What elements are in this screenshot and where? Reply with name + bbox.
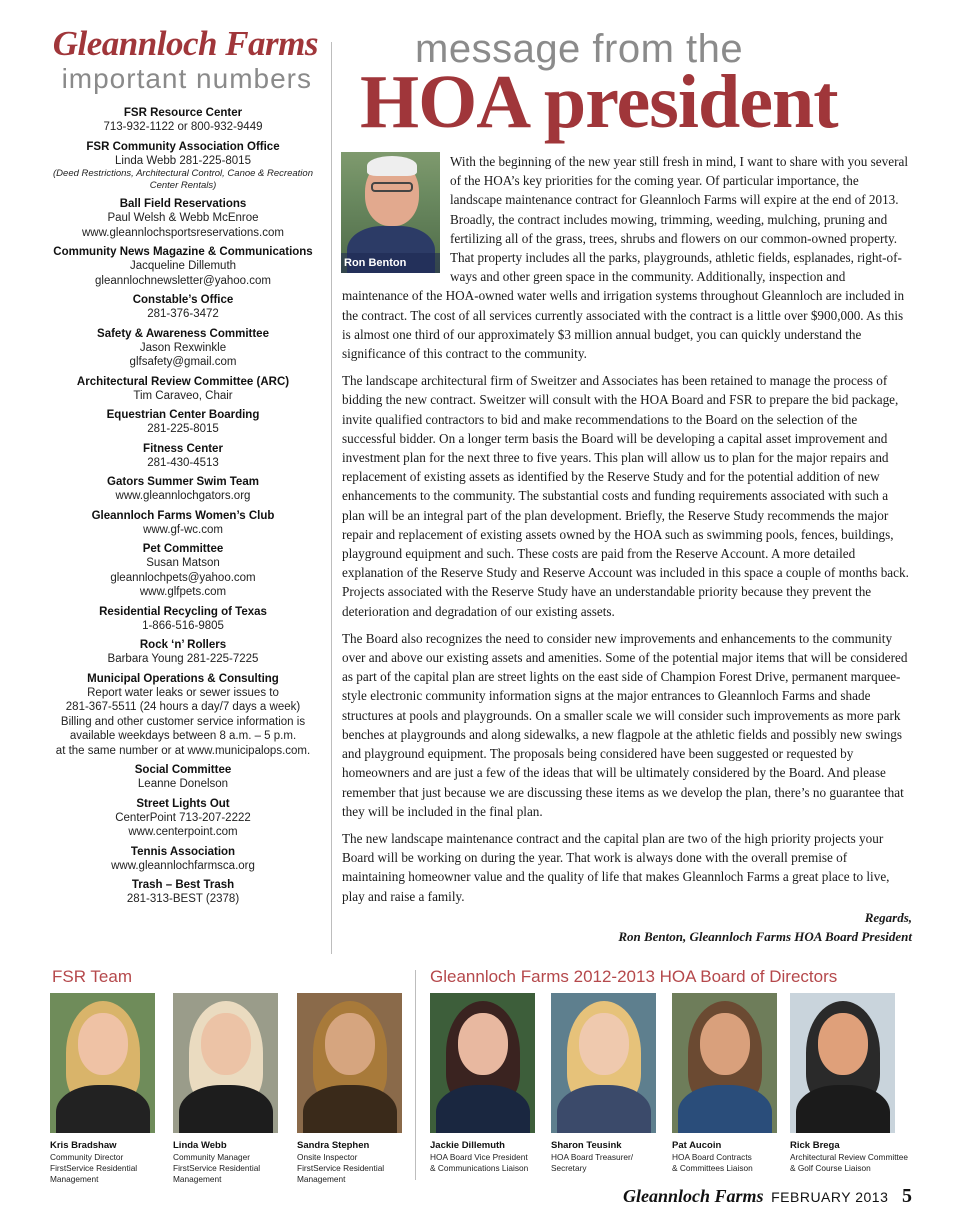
directory-entry-heading: FSR Community Association Office	[86, 140, 280, 153]
directory-entry	[40, 542, 326, 600]
person-name: Jackie Dillemuth	[430, 1140, 505, 1151]
person-card	[672, 993, 794, 1174]
article-paragraph-3: The Board also recognizes the need to consider new improvements and enhancements to the community over and above our existing assets and amenities. Some of the potential major items that will be considered as part of the capital plan are street lights on the east side of Champion Forest Drive, permanent marquee-style electronic community information signs at the major entrances to Gleannloch Farms and shade structures at pools and playgrounds. On a smaller scale we will consider such improvements as more park benches at playgrounds and along sidewalks, a new flagpole at the athletic fields and possibly new swings and playground equipment. The proposals being considered have been suggested or requested by homeowners and are just a few of the ideas that will be ultimately considered by the Board. And please remember that just because we are discussing these items as we develop the plan, there’s no guarantee that they will be included in the final plan.	[342, 630, 908, 819]
directory-entry	[40, 845, 326, 874]
directory-entry-line: Paul Welsh & Webb McEnroe	[107, 212, 259, 224]
directory-entry	[40, 140, 326, 193]
ron-benton-photo	[341, 152, 440, 273]
footer-issue: FEBRUARY 2013	[771, 1189, 889, 1205]
person-name: Sharon Teusink	[551, 1140, 622, 1151]
directory-entry-heading: Tennis Association	[130, 845, 236, 858]
person-name: Rick Brega	[790, 1140, 840, 1151]
person-name: Linda Webb	[173, 1140, 227, 1151]
article-paragraph-4: The new landscape maintenance contract and the capital plan are two of the high priority projects your Board will be working on during the year. That work is always done with the overall premise of maintaining homeowner value and the quality of life that makes Gleannloch Farms a great place to live, play and raise a family.	[342, 830, 890, 904]
article-paragraph-1: With the beginning of the new year still fresh in mind, I want to share with you several of the HOA’s key priorities for the coming year. Of particular importance, the landscape maintenance contract for Gleannloch Farms will expire at the end of 2013. Broadly, the contract includes mowing, trimming, weeding, mulching, pruning and fertilizing all of the grass, trees, shrubs and flowers on our common-owned property. That property includes all the parks, playgrounds, athletic fields, esplanades, right-of-ways and other green space in the community. Additionally, inspection and maintenance of the HOA-owned water wells and irrigation systems throughout Gleannloch are included in the contract. The cost of all services currently associated with the contract is a little over $900,000. As this is almost one third of our approximately $3 million annual budget, you can quickly understand the significance of this contract to the community.	[342, 154, 908, 362]
directory-entry-heading: Architectural Review Committee (ARC)	[76, 375, 290, 388]
person-card	[173, 993, 295, 1185]
directory-entry	[40, 375, 326, 404]
board-heading: Gleannloch Farms 2012-2013 HOA Board of Directors	[430, 967, 838, 986]
directory-entry	[40, 442, 326, 471]
directory-entry-heading: Pet Committee	[142, 543, 224, 555]
page-footer	[623, 1185, 912, 1208]
directory-entry-heading: Gators Summer Swim Team	[107, 476, 259, 488]
directory-entry-line: Leanne Donelson	[137, 778, 229, 790]
directory-entry-line: CenterPoint 713-207-2222	[115, 811, 251, 824]
page-title: HOA president	[360, 60, 838, 144]
person-name: Kris Bradshaw	[50, 1140, 117, 1151]
directory-entry-line: Barbara Young 281-225-7225	[107, 653, 259, 665]
directory-entry-line: Jacqueline Dillemuth	[129, 260, 237, 272]
person-photo	[672, 993, 777, 1133]
directory-entry	[40, 878, 326, 907]
directory-entry-heading: Gleannloch Farms Women’s Club	[91, 509, 275, 522]
directory-entry-line: gleannlochpets@yahoo.com	[110, 571, 256, 584]
person-role: Onsite Inspector	[297, 1152, 358, 1162]
person-card	[430, 993, 552, 1174]
directory-entry-line: 713-932-1122 or 800-932-9449	[103, 121, 263, 133]
directory-entry	[40, 408, 326, 437]
directory-entry	[40, 509, 326, 538]
directory-entry-heading: Residential Recycling of Texas	[99, 605, 267, 618]
directory-entry-line: www.gleannlochsportsreservations.com	[82, 226, 284, 239]
directory-list	[40, 106, 326, 907]
directory-entry-heading: FSR Resource Center	[123, 107, 243, 119]
person-role: Community Director	[50, 1152, 124, 1162]
person-photo	[50, 993, 155, 1133]
directory-entry	[40, 605, 326, 634]
directory-entry-line: gleannlochnewsletter@yahoo.com	[95, 274, 271, 287]
directory-entry	[40, 106, 326, 135]
directory-entry-line: Linda Webb 281-225-8015	[115, 154, 251, 167]
directory-entry-line: 281-367-5511 (24 hours a day/7 days a week)	[65, 701, 301, 713]
photo-caption: Ron Benton	[341, 253, 440, 273]
fsr-team-heading: FSR Team	[52, 967, 132, 986]
directory-entry-line: www.gleannlochfarmsca.org	[111, 859, 255, 872]
person-card	[790, 993, 912, 1174]
article-paragraph-2: The landscape architectural firm of Sweitzer and Associates has been retained to manage the process of bidding the new contract. Sweitzer will consult with the HOA Board and FSR to prepare the bid package, invite qualified contractors to bid and make recommendations to the Board on the selection of the successful bidder. On a longer term basis the Board will be developing a capital asset improvement and investment plan for the next three to five years. This plan will allow us to plan for the major repairs and replacement of existing assets as identified by the Reserve Study and for the potential addition of new enhancements to the community. The substantial costs and funding requirements associated with such a plan will be an integral part of the plan development. Briefly, the Reserve Study recommends the major repair and replacement of existing assets owned by the HOA such as swimming pools, fences, buildings, playground equipment and such. These costs are paid from the Reserve Account. A more detailed explanation of the Reserve Study and Reserve Account was included in this space a couple of months back. Projects associated with the Reserve Study have an understandable priority because they prevent the deterioration and degradation of our existing assets.	[342, 373, 909, 619]
directory-entry	[40, 672, 326, 759]
person-photo	[297, 993, 402, 1133]
directory-entry-line: Tim Caraveo, Chair	[133, 389, 233, 402]
person-role: HOA Board Vice President	[430, 1152, 528, 1162]
person-role: FirstService Residential Management	[50, 1163, 138, 1184]
directory-entry	[40, 763, 326, 792]
directory-entry-line: www.gf-wc.com	[143, 523, 223, 536]
column-divider	[331, 42, 332, 954]
directory-entry	[40, 797, 326, 840]
sidebar-subtitle: important numbers	[61, 63, 312, 94]
directory-entry-line: 1-866-516-9805	[142, 619, 224, 632]
person-role: FirstService Residential Management	[297, 1163, 385, 1184]
directory-entry-line: Susan Matson	[146, 557, 220, 569]
person-role: Secretary	[551, 1163, 587, 1173]
directory-entry-line: Jason Rexwinkle	[139, 341, 227, 354]
directory-entry-heading: Social Committee	[134, 764, 232, 776]
directory-entry	[40, 475, 326, 504]
person-name: Pat Aucoin	[672, 1140, 722, 1151]
directory-entry-line: 281-430-4513	[147, 456, 219, 469]
directory-entry	[40, 245, 326, 288]
directory-entry	[40, 327, 326, 370]
person-photo	[173, 993, 278, 1133]
person-role: HOA Board Treasurer/	[551, 1152, 634, 1162]
directory-entry-heading: Trash – Best Trash	[131, 879, 235, 891]
directory-entry-heading: Safety & Awareness Committee	[97, 327, 269, 340]
directory-entry-line: available weekdays between 8 a.m. – 5 p.m.	[69, 730, 297, 742]
directory-entry-line: Report water leaks or sewer issues to	[87, 686, 279, 699]
person-role: & Golf Course Liaison	[790, 1163, 871, 1173]
sidebar-brand-logo: Gleannloch Farms	[52, 24, 318, 63]
directory-entry-line: 281-376-3472	[147, 308, 219, 320]
directory-entry-line: 281-313-BEST (2378)	[126, 893, 240, 905]
directory-entry-heading: Rock ‘n’ Rollers	[139, 639, 227, 651]
person-card	[551, 993, 673, 1174]
page-kicker: message from the	[415, 27, 744, 71]
directory-entry	[40, 293, 326, 322]
directory-entry	[40, 197, 326, 240]
directory-entry-heading: Ball Field Reservations	[119, 198, 247, 210]
directory-entry-heading: Community News Magazine & Communications	[53, 246, 313, 258]
footer-brand: Gleannloch Farms	[622, 1186, 764, 1206]
person-role: HOA Board Contracts	[672, 1152, 752, 1162]
directory-entry-line: www.glfpets.com	[139, 586, 227, 598]
directory-entry-line: www.gleannlochgators.org	[115, 490, 251, 502]
directory-entry-line: www.centerpoint.com	[128, 826, 238, 838]
person-name: Sandra Stephen	[297, 1140, 370, 1151]
person-card	[50, 993, 172, 1185]
directory-entry-note: (Deed Restrictions, Architectural Control, Canoe & Recreation Center Rentals)	[53, 168, 313, 191]
signoff-regards: Regards,	[864, 910, 912, 925]
directory-entry-heading: Equestrian Center Boarding	[106, 409, 260, 421]
person-role: FirstService Residential Management	[173, 1163, 261, 1184]
person-photo	[430, 993, 535, 1133]
person-card	[297, 993, 419, 1185]
person-photo	[551, 993, 656, 1133]
page-number: 5	[902, 1185, 912, 1207]
directory-entry-line: Billing and other customer service information is	[60, 715, 306, 728]
important-numbers-sidebar	[40, 24, 326, 912]
directory-entry-line: at the same number or at www.municipalops.com.	[55, 744, 311, 757]
directory-entry-line: 281-225-8015	[147, 423, 219, 435]
person-role: Architectural Review Committee	[790, 1152, 909, 1162]
directory-entry-heading: Municipal Operations & Consulting	[87, 672, 279, 685]
person-role: Community Manager	[173, 1152, 251, 1162]
person-role: & Communications Liaison	[430, 1163, 529, 1173]
directory-entry-line: glfsafety@gmail.com	[129, 356, 237, 368]
signoff-signature: Ron Benton, Gleannloch Farms HOA Board President	[618, 929, 912, 944]
directory-entry-heading: Fitness Center	[143, 442, 223, 455]
person-photo	[790, 993, 895, 1133]
directory-entry-heading: Constable’s Office	[132, 294, 234, 306]
directory-entry-heading: Street Lights Out	[136, 797, 230, 810]
directory-entry	[40, 638, 326, 667]
person-role: & Committees Liaison	[672, 1163, 753, 1173]
